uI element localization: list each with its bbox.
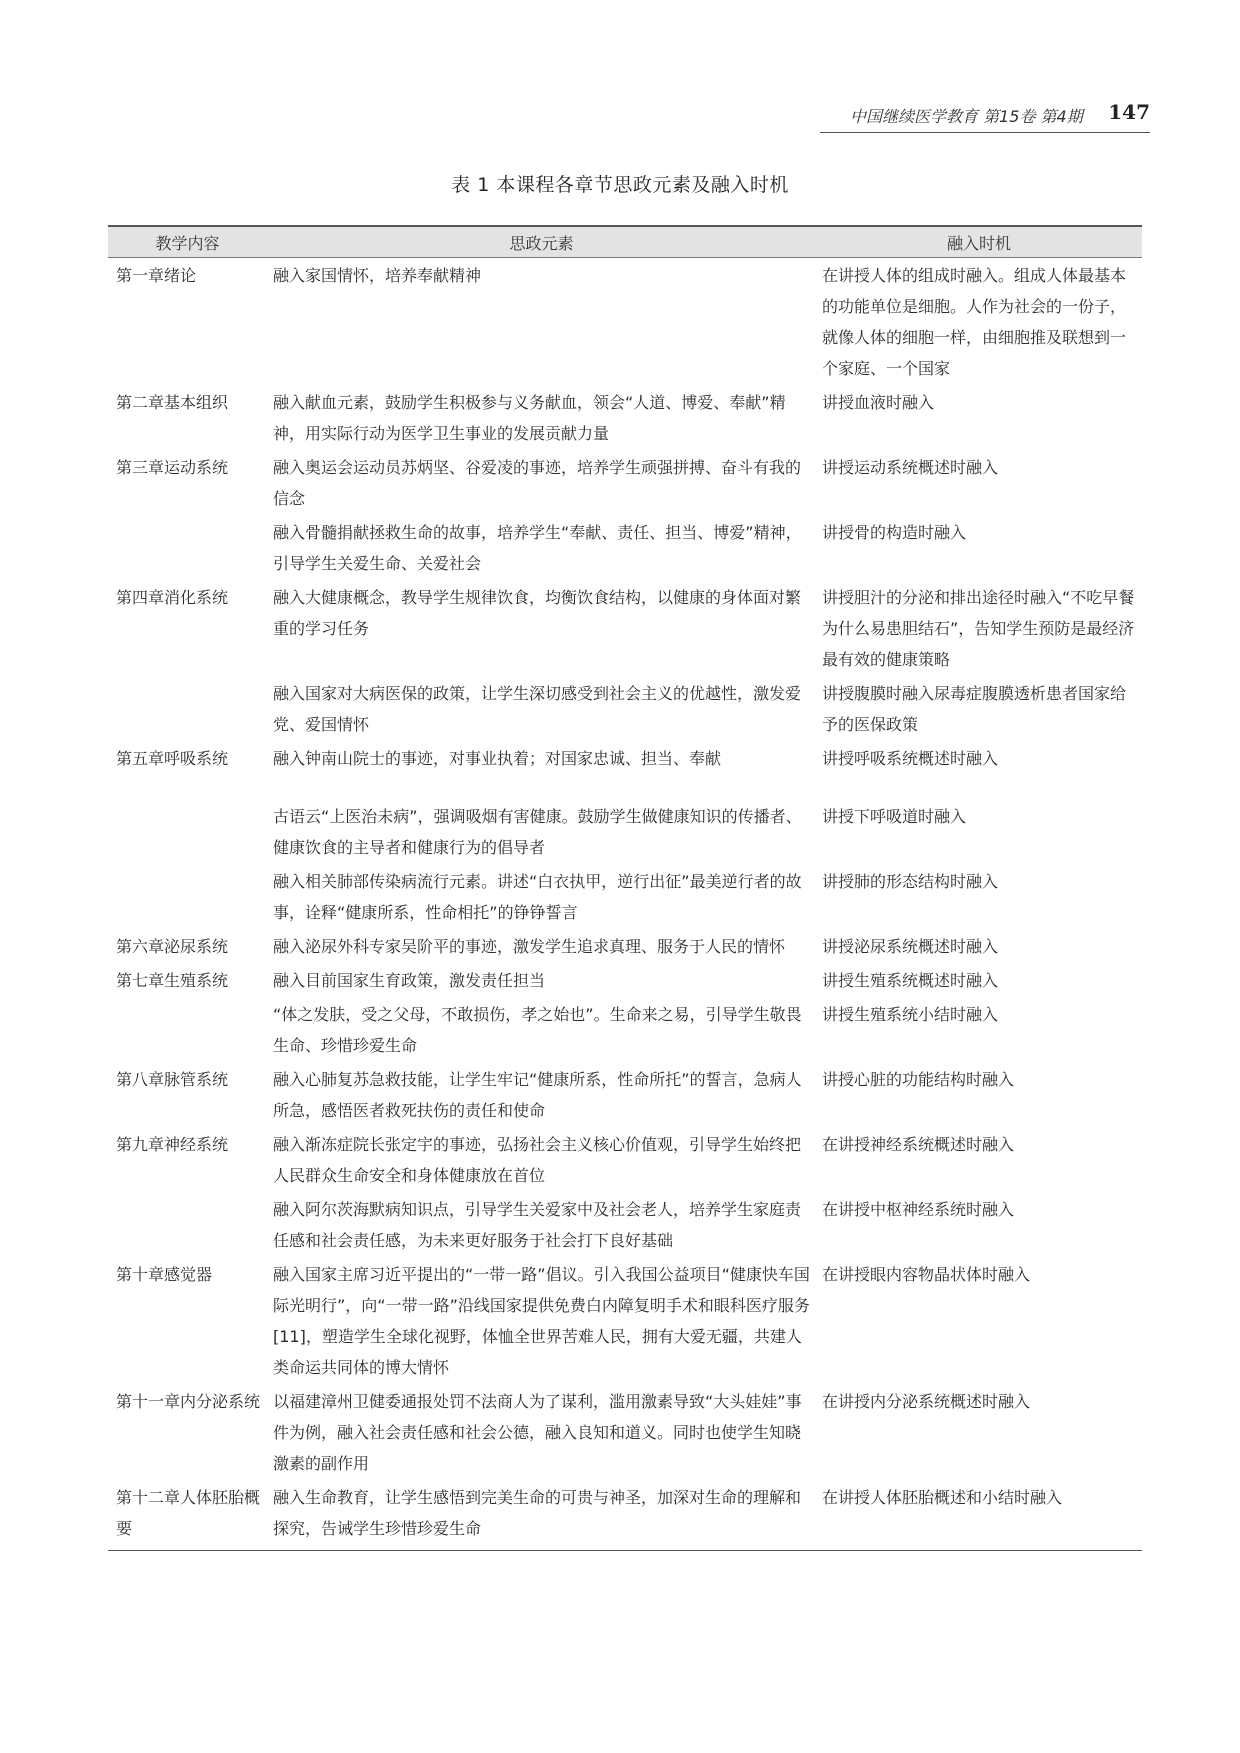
cell-chapter: 第十一章内分泌系统 (116, 1392, 261, 1411)
journal-name: 中国继续医学教育 第15卷 第4期 (850, 107, 1083, 126)
cell-element: 融入心肺复苏急救技能，让学生牢记“健康所系，性命所托”的誓言，急病人所急，感悟医者救死扶伤的责任和使命 (273, 1070, 802, 1120)
table-row (108, 1257, 1142, 1384)
cell-chapter (108, 676, 267, 741)
table-row (108, 1480, 1142, 1551)
table-row (108, 1192, 1142, 1257)
cell-timing: 讲授呼吸系统概述时融入 (822, 749, 999, 768)
cell-chapter: 第三章运动系统 (116, 458, 229, 477)
table-row (108, 1127, 1142, 1192)
cell-chapter: 第一章绪论 (116, 266, 197, 285)
cell-timing: 讲授骨的构造时融入 (822, 523, 967, 542)
table-row (108, 929, 1142, 963)
running-header (820, 100, 1150, 133)
cell-timing: 在讲授内分泌系统概述时融入 (822, 1392, 1031, 1411)
table-row (108, 515, 1142, 580)
cell-chapter: 第五章呼吸系统 (116, 749, 229, 768)
cell-timing: 讲授血液时融入 (822, 393, 935, 412)
table-row (108, 1062, 1142, 1127)
table-title: 表 1 本课程各章节思政元素及融入时机 (451, 174, 789, 196)
cell-timing: 讲授肺的形态结构时融入 (822, 872, 999, 891)
column-header-element: 思政元素 (267, 226, 816, 258)
cell-element: 融入骨髓捐献拯救生命的故事，培养学生“奉献、责任、担当、博爱”精神，引导学生关爱生命、关爱社会 (273, 523, 802, 573)
cell-element: 融入国家对大病医保的政策，让学生深切感受到社会主义的优越性，激发爱党、爱国情怀 (273, 684, 802, 734)
cell-chapter: 第九章神经系统 (116, 1135, 229, 1154)
table-row (108, 385, 1142, 450)
table-row (108, 864, 1142, 929)
table-row (108, 963, 1142, 997)
cell-timing: 讲授泌尿系统概述时融入 (822, 937, 999, 956)
table-row (108, 997, 1142, 1062)
cell-element: 融入生命教育，让学生感悟到完美生命的可贵与神圣，加深对生命的理解和探究，告诫学生珍惜珍爱生命 (267, 1480, 816, 1551)
cell-timing: 在讲授人体的组成时融入。组成人体最基本的功能单位是细胞。人作为社会的一份子，就像人体的细胞一样，由细胞推及联想到一个家庭、一个国家 (822, 266, 1127, 378)
table-row (108, 580, 1142, 676)
cell-chapter: 第六章泌尿系统 (116, 937, 229, 956)
cell-element: 以福建漳州卫健委通报处罚不法商人为了谋利，滥用激素导致“大头娃娃”事件为例，融入社会责任感和社会公德，融入良知和道义。同时也使学生知晓激素的副作用 (273, 1392, 802, 1473)
table-row (108, 258, 1142, 386)
column-header-timing: 融入时机 (816, 226, 1142, 258)
cell-chapter: 第八章脉管系统 (116, 1070, 229, 1089)
cell-chapter (108, 997, 267, 1062)
cell-chapter: 第四章消化系统 (116, 588, 229, 607)
cell-timing: 讲授生殖系统概述时融入 (822, 971, 999, 990)
cell-timing: 在讲授神经系统概述时融入 (822, 1135, 1015, 1154)
cell-timing: 在讲授眼内容物晶状体时融入 (822, 1265, 1031, 1284)
table-row (108, 450, 1142, 515)
cell-chapter (108, 775, 267, 864)
cell-timing: 讲授腹膜时融入尿毒症腹膜透析患者国家给予的医保政策 (822, 684, 1127, 734)
cell-timing: 讲授运动系统概述时融入 (822, 458, 999, 477)
cell-element: “体之发肤，受之父母，不敢损伤，孝之始也”。生命来之易，引导学生敬畏生命、珍惜珍爱生命 (273, 1005, 802, 1055)
cell-element: 融入泌尿外科专家吴阶平的事迹，激发学生追求真理、服务于人民的情怀 (273, 937, 786, 956)
table-row (108, 1384, 1142, 1480)
column-header-content: 教学内容 (108, 226, 267, 258)
cell-chapter: 第十章感觉器 (116, 1265, 213, 1284)
page-number: 147 (1108, 100, 1150, 124)
cell-element: 融入奥运会运动员苏炳坚、谷爱凌的事迹，培养学生顽强拼搏、奋斗有我的信念 (273, 458, 802, 508)
cell-timing: 在讲授人体胚胎概述和小结时融入 (816, 1480, 1142, 1551)
ideology-table (108, 225, 1142, 1551)
table-row (108, 775, 1142, 864)
table-row (108, 676, 1142, 741)
cell-timing: 讲授胆汁的分泌和排出途径时融入“不吃早餐为什么易患胆结石”，告知学生预防是最经济最有效的健康策略 (822, 588, 1135, 669)
cell-timing: 讲授心脏的功能结构时融入 (822, 1070, 1015, 1089)
cell-element: 融入阿尔茨海默病知识点，引导学生关爱家中及社会老人，培养学生家庭责任感和社会责任感，为未来更好服务于社会打下良好基础 (273, 1200, 802, 1250)
cell-chapter (108, 515, 267, 580)
table-header-row (108, 226, 1142, 258)
cell-element: 古语云“上医治未病”，强调吸烟有害健康。鼓励学生做健康知识的传播者、健康饮食的主导者和健康行为的倡导者 (273, 807, 802, 857)
cell-element: 融入家国情怀，培养奉献精神 (273, 266, 482, 285)
cell-element: 融入相关肺部传染病流行元素。讲述“白衣执甲，逆行出征”最美逆行者的故事，诠释“健康所系，性命相托”的铮铮誓言 (273, 872, 802, 922)
cell-element: 融入国家主席习近平提出的“一带一路”倡议。引入我国公益项目“健康快车国际光明行”，向“一带一路”沿线国家提供免费白内障复明手术和眼科医疗服务 [11]，塑造学生全球化视野，体恤全世界苦难人民，拥有大爱无疆，共建人类命运共同体的博大情怀 (273, 1265, 810, 1377)
cell-element: 融入献血元素，鼓励学生积极参与义务献血，领会“人道、博爱、奉献”精神，用实际行动为医学卫生事业的发展贡献力量 (273, 393, 786, 443)
cell-chapter (108, 864, 267, 929)
cell-timing: 讲授生殖系统小结时融入 (822, 1005, 999, 1024)
cell-chapter: 第十二章人体胚胎概要 (108, 1480, 267, 1551)
cell-chapter: 第二章基本组织 (116, 393, 229, 412)
cell-element: 融入渐冻症院长张定宇的事迹，弘扬社会主义核心价值观，引导学生始终把人民群众生命安全和身体健康放在首位 (273, 1135, 802, 1185)
cell-chapter: 第七章生殖系统 (116, 971, 229, 990)
table-row (108, 741, 1142, 775)
cell-timing: 在讲授中枢神经系统时融入 (822, 1200, 1015, 1219)
cell-element: 融入目前国家生育政策，激发责任担当 (273, 971, 546, 990)
cell-element: 融入大健康概念，教导学生规律饮食，均衡饮食结构，以健康的身体面对繁重的学习任务 (273, 588, 802, 638)
cell-element: 融入钟南山院士的事迹，对事业执着；对国家忠诚、担当、奉献 (273, 749, 722, 768)
cell-timing: 讲授下呼吸道时融入 (822, 807, 967, 826)
cell-chapter (108, 1192, 267, 1257)
